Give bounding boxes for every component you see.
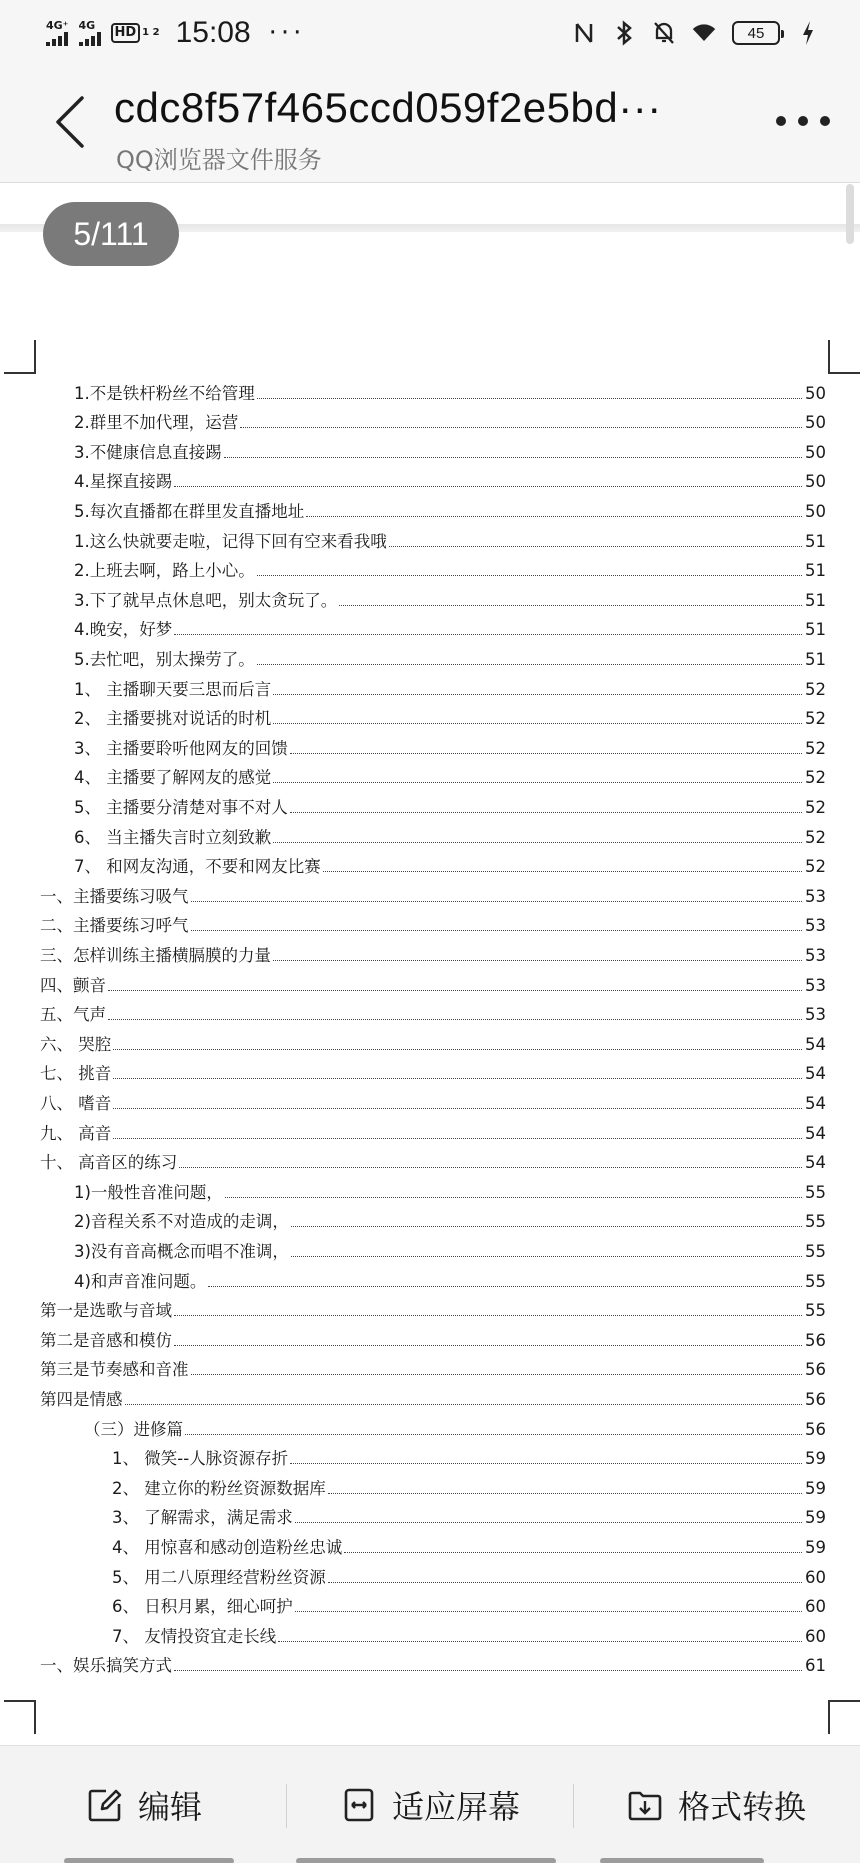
toc-entry-page: 52	[805, 768, 826, 788]
toc-entry-page: 55	[805, 1301, 826, 1321]
toc-entry-title: 1.不是铁杆粉丝不给管理	[74, 383, 255, 403]
toc-entry-title: 4、 用惊喜和感动创造粉丝忠诚	[112, 1537, 343, 1557]
file-title: cdc8f57f465ccd059f2e5bd···	[114, 84, 662, 131]
toc-leader-dots	[174, 1345, 802, 1346]
fit-screen-button[interactable]	[340, 1746, 520, 1863]
toc-entry[interactable]	[74, 1203, 826, 1233]
mute-bell-icon	[652, 19, 676, 47]
toc-entry[interactable]	[74, 581, 826, 611]
toc-entry-page: 51	[805, 590, 826, 610]
toc-entry-title: 5.每次直播都在群里发直播地址	[74, 501, 305, 521]
toc-entry[interactable]	[84, 1410, 826, 1440]
toc-entry[interactable]	[74, 818, 826, 848]
edit-label: 编辑	[138, 1788, 203, 1826]
toc-entry-title: 4)和声音准问题。	[74, 1271, 207, 1291]
toc-entry-page: 50	[805, 442, 826, 462]
edit-icon	[86, 1786, 124, 1824]
toc-entry-title: 4、 主播要了解网友的感觉	[74, 768, 272, 788]
toc-leader-dots	[174, 634, 802, 635]
toc-entry-title: 1、 微笑--人脉资源存折	[112, 1449, 289, 1469]
toc-entry[interactable]	[74, 700, 826, 730]
nav-handle	[296, 1858, 556, 1863]
toc-leader-dots	[174, 1315, 802, 1316]
toc-entry-page: 52	[805, 827, 826, 847]
toc-entry-page: 56	[805, 1389, 826, 1409]
toc-entry-page: 53	[805, 1005, 826, 1025]
toc-entry[interactable]	[74, 433, 826, 463]
toc-leader-dots	[108, 1019, 802, 1020]
clock: 15:08	[175, 16, 251, 49]
toc-entry-title: 六、 哭腔	[40, 1034, 112, 1054]
toc-leader-dots	[108, 990, 802, 991]
toc-leader-dots	[290, 1463, 802, 1464]
signal-label: 4G	[78, 19, 96, 32]
toc-leader-dots	[273, 842, 802, 843]
toc-leader-dots	[323, 871, 802, 872]
toc-entry[interactable]	[74, 404, 826, 434]
status-right	[572, 16, 820, 50]
toc-entry-title: 7、 友情投资宜走长线	[112, 1626, 277, 1646]
toc-entry[interactable]	[112, 1558, 826, 1588]
toc-entry-page: 50	[805, 383, 826, 403]
toc-entry-page: 52	[805, 679, 826, 699]
toc-entry-title: 第四是情感	[40, 1389, 123, 1409]
toc-entry-title: 5、 主播要分清楚对事不对人	[74, 797, 288, 817]
toc-entry-title: 3、 了解需求，满足需求	[112, 1508, 293, 1528]
toc-entry-page: 59	[805, 1508, 826, 1528]
toc-entry[interactable]	[112, 1469, 826, 1499]
dot-icon	[798, 116, 808, 126]
toc-entry[interactable]	[74, 374, 826, 404]
battery-icon: 45	[732, 21, 780, 45]
toc-leader-dots	[185, 1434, 802, 1435]
toc-entry[interactable]	[112, 1440, 826, 1470]
toc-entry[interactable]	[74, 670, 826, 700]
toc-leader-dots	[113, 1078, 802, 1079]
toc-entry-page: 51	[805, 649, 826, 669]
toc-leader-dots	[291, 1256, 802, 1257]
toc-leader-dots	[278, 1641, 802, 1642]
toc-entry[interactable]	[40, 877, 826, 907]
toc-entry-title: 第三是节奏感和音准	[40, 1360, 189, 1380]
status-bar	[0, 0, 860, 66]
toc-leader-dots	[191, 901, 803, 902]
toc-entry[interactable]	[40, 907, 826, 937]
toc-entry-page: 54	[805, 1093, 826, 1113]
toc-entry[interactable]	[74, 640, 826, 670]
more-notifications-icon: ···	[268, 18, 306, 48]
file-subtitle: QQ浏览器文件服务	[116, 146, 322, 174]
toc-leader-dots	[389, 546, 802, 547]
toc-entry-title: 1、 主播聊天要三思而后言	[74, 679, 272, 699]
toc-entry-title: 1.这么快就要走啦，记得下回有空来看我哦	[74, 531, 387, 551]
toc-leader-dots	[328, 1493, 802, 1494]
toc-entry-title: 九、 高音	[40, 1123, 112, 1143]
toc-entry-title: 第一是选歌与音域	[40, 1301, 172, 1321]
toc-entry-title: 3)没有音高概念而唱不准调，	[74, 1241, 289, 1261]
dot-icon	[776, 116, 786, 126]
hd-voice-icon	[111, 23, 160, 43]
toc-entry-page: 56	[805, 1419, 826, 1439]
toc-entry-title: 四、颤音	[40, 975, 106, 995]
toc-entry-page: 54	[805, 1123, 826, 1143]
toc-entry-title: 6、 当主播失言时立刻致歉	[74, 827, 272, 847]
toc-entry[interactable]	[40, 1025, 826, 1055]
toc-entry-page: 59	[805, 1449, 826, 1469]
toc-entry-page: 51	[805, 531, 826, 551]
toc-entry-page: 61	[805, 1656, 826, 1676]
toc-leader-dots	[257, 664, 802, 665]
fit-screen-icon	[340, 1786, 378, 1824]
toc-entry[interactable]	[74, 729, 826, 759]
toc-entry-page: 54	[805, 1064, 826, 1084]
toc-entry-page: 52	[805, 709, 826, 729]
signal-label: 4G⁺	[46, 19, 69, 32]
toc-entry-page: 51	[805, 561, 826, 581]
toc-leader-dots	[306, 516, 802, 517]
toolbar-divider	[573, 1784, 574, 1828]
toc-leader-dots	[208, 1286, 802, 1287]
toc-leader-dots	[191, 930, 803, 931]
toc-leader-dots	[273, 782, 802, 783]
toc-entry[interactable]	[40, 1292, 826, 1322]
toc-entry-page: 53	[805, 886, 826, 906]
toc-leader-dots	[295, 1522, 802, 1523]
toc-entry[interactable]	[74, 1173, 826, 1203]
toc-entry-title: 3.不健康信息直接踢	[74, 442, 222, 462]
toc-entry-title: 二、主播要练习呼气	[40, 916, 189, 936]
toc-entry[interactable]	[40, 1144, 826, 1174]
toc-leader-dots	[174, 1670, 802, 1671]
toc-entry[interactable]	[74, 848, 826, 878]
nav-handle	[64, 1858, 234, 1863]
toc-entry-title: 4.星探直接踢	[74, 472, 173, 492]
toc-entry-title: 7、 和网友沟通，不要和网友比赛	[74, 857, 321, 877]
toc-leader-dots	[328, 1582, 802, 1583]
back-button[interactable]	[50, 92, 90, 152]
toc-entry-page: 55	[805, 1241, 826, 1261]
toc-entry-title: 2.上班去啊，路上小心。	[74, 561, 255, 581]
toc-entry-page: 56	[805, 1360, 826, 1380]
bottom-toolbar	[0, 1745, 860, 1863]
toc-entry[interactable]	[74, 1262, 826, 1292]
toc-leader-dots	[290, 753, 802, 754]
toc-entry[interactable]	[74, 611, 826, 641]
format-convert-icon	[626, 1786, 664, 1824]
toc-entry-title: 3.下了就早点休息吧，别太贪玩了。	[74, 590, 338, 610]
toc-leader-dots	[257, 398, 802, 399]
toc-leader-dots	[344, 1552, 802, 1553]
toc-leader-dots	[291, 1226, 802, 1227]
toc-entry-title: 第二是音感和模仿	[40, 1330, 172, 1350]
toc-entry-page: 50	[805, 501, 826, 521]
status-left	[46, 14, 305, 52]
fit-screen-label: 适应屏幕	[392, 1788, 521, 1826]
toc-leader-dots	[179, 1167, 802, 1168]
nfc-icon	[572, 19, 596, 47]
toc-entry-title: 6、 日积月累，细心呵护	[112, 1597, 293, 1617]
toc-entry-title: 5.去忙吧，别太操劳了。	[74, 649, 255, 669]
toc-entry[interactable]	[74, 522, 826, 552]
toc-entry-page: 51	[805, 620, 826, 640]
toc-entry-page: 54	[805, 1034, 826, 1054]
toc-entry-title: 一、娱乐搞笑方式	[40, 1656, 172, 1676]
toc-leader-dots	[290, 812, 802, 813]
toc-leader-dots	[225, 1197, 802, 1198]
hd-label: HD	[111, 23, 141, 43]
toc-entry[interactable]	[112, 1528, 826, 1558]
title-bar	[0, 66, 860, 183]
hd-sub: 1 2	[142, 27, 160, 38]
edit-button[interactable]	[86, 1746, 202, 1863]
toc-entry-title: 一、主播要练习吸气	[40, 886, 189, 906]
toc-entry[interactable]	[40, 1380, 826, 1410]
toc-leader-dots	[191, 1374, 803, 1375]
toc-entry[interactable]	[40, 1055, 826, 1085]
toc-entry-page: 53	[805, 975, 826, 995]
toc-entry[interactable]	[40, 966, 826, 996]
toc-leader-dots	[273, 694, 802, 695]
scrollbar[interactable]	[846, 184, 854, 244]
format-convert-label: 格式转换	[678, 1788, 807, 1826]
toc-entry-title: 三、怎样训练主播横膈膜的力量	[40, 945, 271, 965]
toc-entry-page: 55	[805, 1271, 826, 1291]
charging-icon	[796, 19, 820, 47]
toc-leader-dots	[113, 1049, 802, 1050]
toc-entry-page: 55	[805, 1212, 826, 1232]
toc-entry-page: 55	[805, 1182, 826, 1202]
toc-leader-dots	[224, 457, 802, 458]
toc-leader-dots	[125, 1404, 803, 1405]
toc-leader-dots	[295, 1611, 802, 1612]
toc-entry[interactable]	[40, 1114, 826, 1144]
toc-entry-page: 56	[805, 1330, 826, 1350]
toc-entry[interactable]	[74, 788, 826, 818]
toc-entry[interactable]	[40, 1351, 826, 1381]
margin-corner-mark	[828, 340, 860, 374]
toc-entry-page: 60	[805, 1597, 826, 1617]
toc-entry-title: 4.晚安，好梦	[74, 620, 173, 640]
toc-entry[interactable]	[40, 1647, 826, 1677]
nav-handle	[600, 1858, 764, 1863]
toc-entry-title: 2、 主播要挑对说话的时机	[74, 709, 272, 729]
toc-entry-page: 52	[805, 738, 826, 758]
toc-entry-title: （三）进修篇	[84, 1419, 183, 1439]
toc-leader-dots	[339, 605, 802, 606]
toc-leader-dots	[113, 1138, 802, 1139]
toc-entry-page: 52	[805, 857, 826, 877]
toc-entry[interactable]	[74, 492, 826, 522]
back-arrow-icon	[50, 92, 90, 152]
toc-entry-page: 59	[805, 1537, 826, 1557]
bluetooth-icon	[612, 19, 636, 47]
signal-4g-plus-icon	[46, 20, 69, 46]
toc-entry-title: 十、 高音区的练习	[40, 1153, 178, 1173]
toc-entry[interactable]	[112, 1499, 826, 1529]
more-menu-button[interactable]	[776, 114, 830, 128]
toc-entry-page: 60	[805, 1567, 826, 1587]
toc-entry[interactable]	[74, 759, 826, 789]
signal-4g-icon	[79, 20, 101, 46]
toc-entry[interactable]	[112, 1588, 826, 1618]
toc-entry-page: 53	[805, 916, 826, 936]
toc-entry-title: 5、 用二八原理经营粉丝资源	[112, 1567, 326, 1587]
toc-entry-title: 2、 建立你的粉丝资源数据库	[112, 1478, 326, 1498]
toc-leader-dots	[273, 723, 802, 724]
toc-entry-title: 2.群里不加代理，运营	[74, 413, 239, 433]
toc-entry-page: 52	[805, 797, 826, 817]
margin-corner-mark	[828, 1700, 860, 1734]
toc-leader-dots	[240, 427, 802, 428]
toc-leader-dots	[257, 575, 802, 576]
toc-entry-page: 54	[805, 1153, 826, 1173]
toc-entry[interactable]	[74, 552, 826, 582]
margin-corner-mark	[4, 340, 36, 374]
toc-entry-title: 1)一般性音准问题，	[74, 1182, 223, 1202]
wifi-icon	[692, 19, 716, 47]
toc-entry-title: 五、气声	[40, 1005, 106, 1025]
document-viewer[interactable]	[0, 184, 860, 1744]
format-convert-button[interactable]	[626, 1746, 806, 1863]
toc-entry-title: 八、 嗜音	[40, 1093, 112, 1113]
toc-entry-page: 53	[805, 945, 826, 965]
toc-leader-dots	[113, 1108, 802, 1109]
page-indicator: 5/111	[43, 202, 179, 266]
margin-corner-mark	[4, 1700, 36, 1734]
toc-entry-page: 59	[805, 1478, 826, 1498]
toc-entry-page: 50	[805, 472, 826, 492]
toc-entry-title: 七、 挑音	[40, 1064, 112, 1084]
toc-entry-title: 3、 主播要聆听他网友的回馈	[74, 738, 288, 758]
toolbar-divider	[286, 1784, 287, 1828]
toc-entry[interactable]	[40, 1321, 826, 1351]
toc-entry-title: 2)音程关系不对造成的走调，	[74, 1212, 289, 1232]
toc-entry-page: 60	[805, 1626, 826, 1646]
toc-entry[interactable]	[40, 1084, 826, 1114]
toc-entry-page: 50	[805, 413, 826, 433]
toc-leader-dots	[174, 486, 802, 487]
toc-entry[interactable]	[40, 936, 826, 966]
toc-entry[interactable]	[74, 463, 826, 493]
toc-entry[interactable]	[74, 1232, 826, 1262]
dot-icon	[820, 116, 830, 126]
toc-entry[interactable]	[112, 1617, 826, 1647]
toc-entry[interactable]	[40, 996, 826, 1026]
toc-leader-dots	[273, 960, 802, 961]
